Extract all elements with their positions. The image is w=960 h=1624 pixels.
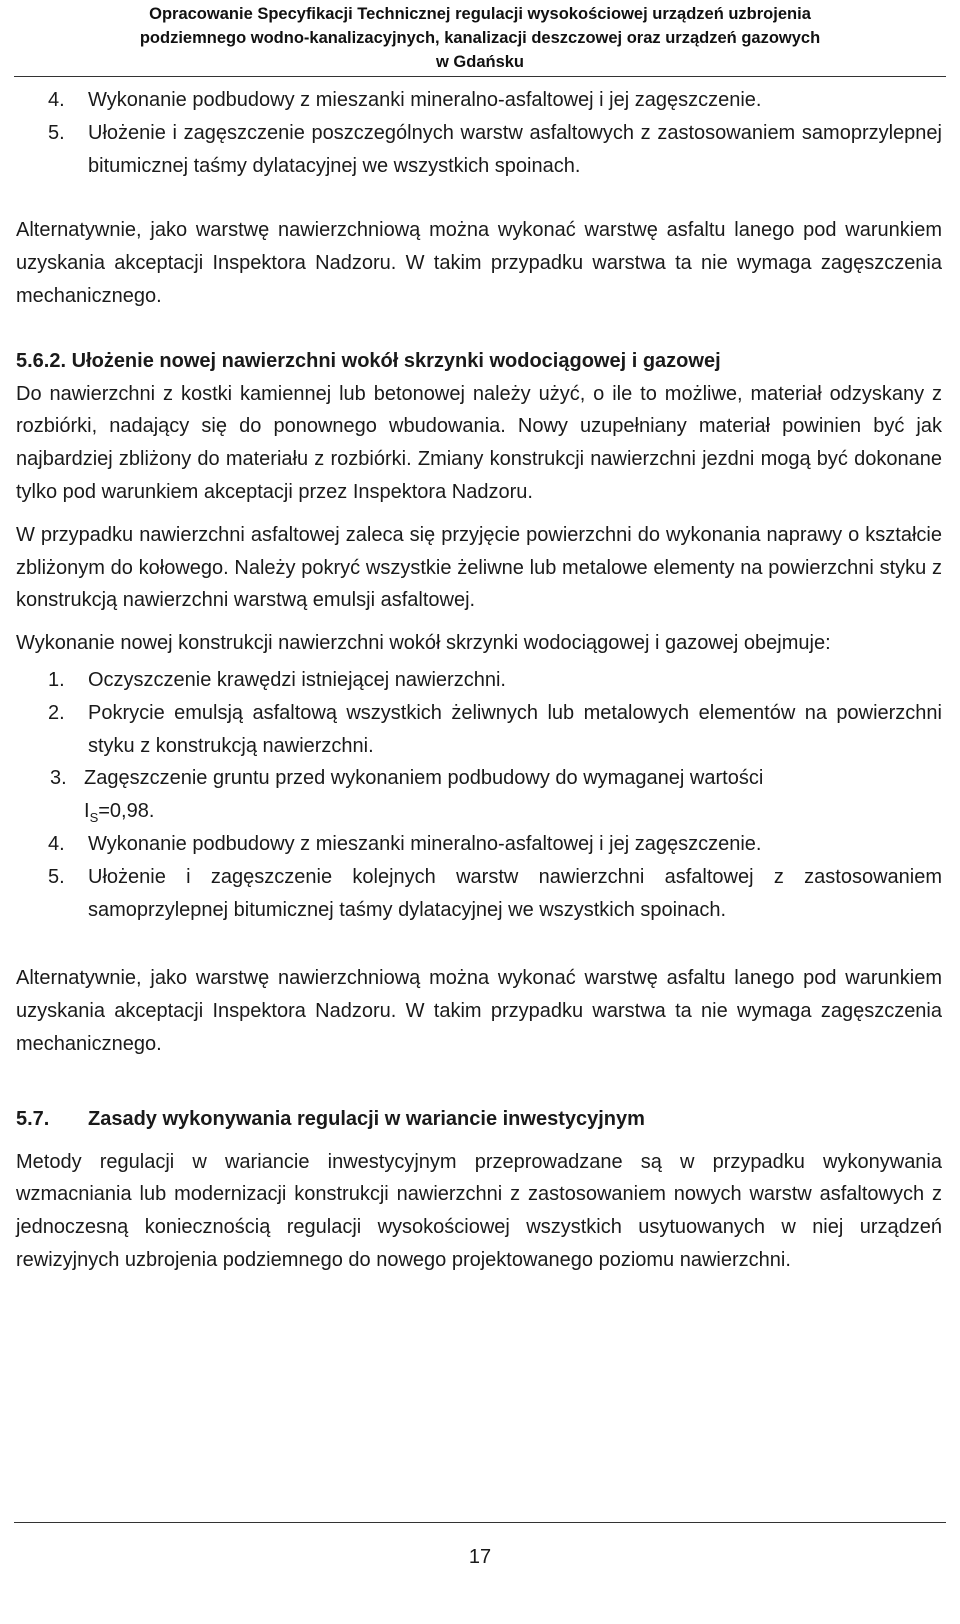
list-item-text: Oczyszczenie krawędzi istniejącej nawierzchni. [88,668,506,691]
list-item-number: 4. [48,832,65,855]
header-title-line-2: podziemnego wodno-kanalizacyjnych, kanalizacji deszczowej oraz urządzeń gazowych [139,29,821,47]
page-number: 17 [468,1546,492,1568]
list-item-number: 2. [48,701,65,724]
document-header [0,0,960,78]
section-title: Zasady wykonywania regulacji w wariancie inwestycyjnym [88,1107,645,1130]
list-item-text: Pokrycie emulsją asfaltową wszystkich żeliwnych lub metalowych elementów na powierzchni styku z konstrukcją nawierzchni. [88,701,942,757]
list-item-number: 1. [48,668,65,691]
header-title-line-3: w Gdańsku [435,53,525,71]
list-item [16,762,942,828]
list-item [16,828,942,861]
list-item-number: 3. [50,767,67,790]
section-heading-5-6-2: 5.6.2. Ułożenie nowej nawierzchni wokół skrzynki wodociągowej i gazowej [16,349,721,372]
list-item [16,117,942,183]
section-number: 5.7. [16,1107,50,1130]
document-body [16,84,942,1277]
list-top [16,84,942,182]
list-item [16,84,942,117]
formula-symbol: I [84,800,90,823]
list-item-text: Wykonanie podbudowy z mieszanki mineralno-asfaltowej i jej zagęszczenie. [88,832,762,855]
list-item-number: 4. [48,89,65,111]
paragraph-alternative-1: Alternatywnie, jako warstwę nawierzchniową można wykonać warstwę asfaltu lanego pod warunkiem uzyskania akceptacji Inspektora Nadzoru. W takim przypadku warstwa ta nie wymaga zagęszczenia mechanicznego. [16,219,942,307]
list-item-text: Ułożenie i zagęszczenie kolejnych warstw nawierzchni asfaltowej z zastosowaniem samoprzylepnej bitumicznej taśmy dylatacyjnej we wszystkich spoinach. [88,865,942,921]
paragraph-5-6-2-b: W przypadku nawierzchni asfaltowej zaleca się przyjęcie powierzchni do wykonania naprawy o kształcie zbliżonym do kołowego. Należy pokryć wszystkie żeliwne lub metalowe elementy na powierzchni styku z konstrukcją nawierzchni warstwą emulsji asfaltowej. [16,523,942,612]
header-title-line-1: Opracowanie Specyfikacji Technicznej regulacji wysokościowej urządzeń uzbrojenia [149,5,811,23]
formula-subscript: S [89,810,99,826]
paragraph-alternative-2: Alternatywnie, jako warstwę nawierzchniową można wykonać warstwę asfaltu lanego pod warunkiem uzyskania akceptacji Inspektora Nadzoru. W takim przypadku warstwa ta nie wymaga zagęszczenia mechanicznego. [16,967,942,1055]
footer-divider [14,1522,946,1523]
section-heading-5-7 [16,1103,942,1136]
list-5-6-2 [16,664,942,926]
list-item-number: 5. [48,121,65,144]
formula-value: =0,98. [98,800,155,823]
list-item-text: Ułożenie i zagęszczenie poszczególnych warstw asfaltowych z zastosowaniem samoprzylepnej bitumicznej taśmy dylatacyjnej we wszystkich spoinach. [88,121,942,177]
paragraph-5-6-2-a: Do nawierzchni z kostki kamiennej lub betonowej należy użyć, o ile to możliwe, materiał odzyskany z rozbiórki, nadający się do ponownego wbudowania. Nowy uzupełniany materiał powinien być jak najbardziej zbliżony do materiału z rozbiórki. Zmiany konstrukcji nawierzchni jezdni mogą być dokonane tylko pod warunkiem akceptacji przez Inspektora Nadzoru. [16,382,942,503]
list-item [16,664,942,697]
list-item-text-with-formula [84,762,942,828]
list-item [16,861,942,927]
paragraph-5-6-2-c: Wykonanie nowej konstrukcji nawierzchni wokół skrzynki wodociągowej i gazowej obejmuje: [16,632,831,655]
list-item [16,697,942,763]
paragraph-5-7: Metody regulacji w wariancie inwestycyjnym przeprowadzane są w przypadku wykonywania wzmacniania lub modernizacji konstrukcji nawierzchni z zastosowaniem nowych warstw asfaltowych z jednoczesną koniecznością regulacji wysokościowej wszystkich usytuowanych w niej urządzeń rewizyjnych uzbrojenia podziemnego do nowego projektowanego poziomu nawierzchni. [16,1150,942,1271]
header-divider [14,76,946,77]
list-item-text: Wykonanie podbudowy z mieszanki mineralno-asfaltowej i jej zagęszczenie. [88,89,762,111]
list-item-number: 5. [48,865,65,888]
list-item-text: Zagęszczenie gruntu przed wykonaniem podbudowy do wymaganej wartości [84,767,764,790]
